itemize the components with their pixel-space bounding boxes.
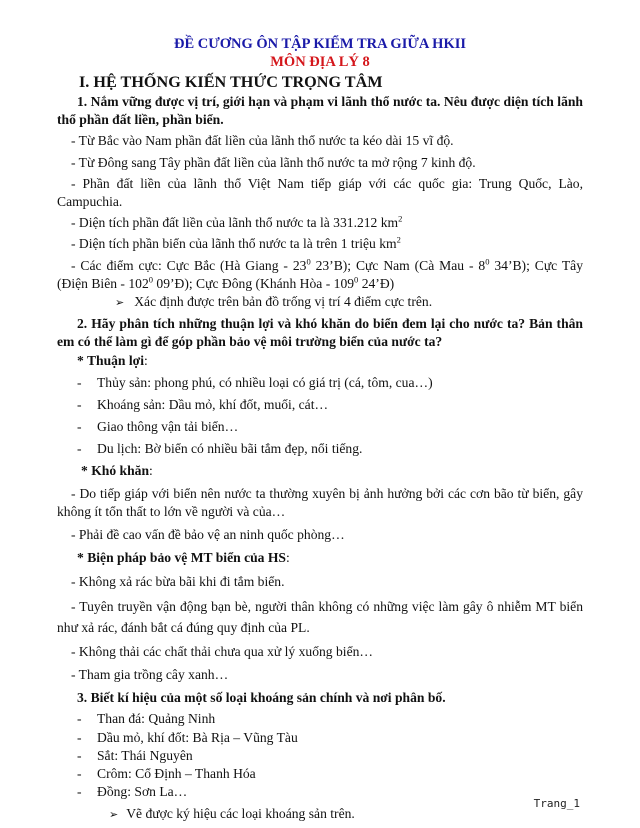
q1-sea-area: - Diện tích phần biển của lãnh thổ nước ta là trên 1 triệu $km^2$	[71, 234, 401, 252]
list-item: - Du lịch: Bờ biển có nhiều bãi tắm đẹp, nổi tiếng.	[77, 441, 363, 457]
q1-item: - Phần đất liền của lãnh thổ Việt Nam tiếp giáp với các quốc gia: Trung Quốc, Lào, Campuchia.	[57, 175, 583, 210]
page-number: Trang_1	[533, 797, 580, 810]
q1-extreme-points: - Các điểm cực: Cực Bắc (Hà Giang - $23^0$ 23’B); Cực Nam (Cà Mau - $8^0$ 34’B); Cực Tây (Điện Biên - $102^0$ 09’Đ); Cực Đông (Khánh Hòa - $109^0$ 24’Đ)	[57, 256, 584, 291]
measure-item: - Không thải các chất thải chưa qua xử lý xuống biển…	[71, 643, 374, 659]
difficulties-heading: * Khó khăn:	[81, 462, 153, 478]
q1-item: - Từ Đông sang Tây phần đất liền của lãnh thổ nước ta mở rộng 7 kinh độ.	[71, 154, 476, 170]
arrow-bullet-icon: ➢	[115, 296, 125, 310]
list-item: - Dầu mỏ, khí đốt: Bà Rịa – Vũng Tàu	[77, 729, 298, 745]
question-3-title: 3. Biết kí hiệu của một số loại khoáng sản chính và nơi phân bố.	[77, 690, 446, 706]
measure-item: - Tuyên truyền vận động bạn bè, người thân không có những việc làm gây ô nhiễm MT biển như xả rác, đánh bắt cá đúng quy định của PL.	[57, 598, 583, 635]
document-subtitle: MÔN ĐỊA LÝ 8	[270, 54, 370, 70]
list-item: - Đồng: Sơn La…	[77, 784, 188, 800]
measure-item: - Tham gia trồng cây xanh…	[71, 667, 229, 683]
measure-item: - Không xả rác bừa bãi khi đi tắm biển.	[71, 573, 285, 589]
question-1-title: 1. Nắm vững được vị trí, giới hạn và phạm vi lãnh thổ nước ta. Nêu được diện tích lãnh thổ phần đất liền, phần biển.	[57, 94, 583, 128]
q1-land-area: - Diện tích phần đất liền của lãnh thổ nước ta là 331.212 $km^2$	[71, 213, 403, 231]
q3-note: ➢ Vẽ được ký hiệu các loại khoáng sản trên.	[109, 805, 355, 821]
difficulty-item: - Do tiếp giáp với biển nên nước ta thường xuyên bị ảnh hưởng bởi các cơn bão từ biển, gây không ít tổn thất to lớn về người và của…	[57, 485, 583, 520]
question-2-title: 2. Hãy phân tích những thuận lợi và khó khăn do biển đem lại cho nước ta? Bản thân em có thể làm gì để góp phần bảo vệ môi trường biển của nước ta?	[57, 316, 583, 350]
q1-note: ➢ Xác định được trên bản đồ trống vị trí 4 điểm cực trên.	[115, 294, 433, 310]
q1-item: - Từ Bắc vào Nam phần đất liền của lãnh thổ nước ta kéo dài 15 vĩ độ.	[71, 133, 454, 149]
arrow-bullet-icon: ➢	[109, 807, 119, 821]
list-item: - Sắt: Thái Nguyên	[77, 747, 193, 763]
list-item: - Thủy sản: phong phú, có nhiều loại có giá trị (cá, tôm, cua…)	[77, 374, 433, 390]
measures-heading: * Biện pháp bảo vệ MT biển của HS:	[77, 550, 290, 566]
section-heading: I. HỆ THỐNG KIẾN THỨC TRỌNG TÂM	[79, 73, 383, 91]
list-item: - Crôm: Cổ Định – Thanh Hóa	[77, 766, 256, 782]
advantages-heading: * Thuận lợi:	[77, 352, 148, 368]
list-item: - Giao thông vận tải biển…	[77, 419, 239, 435]
list-item: - Than đá: Quảng Ninh	[77, 711, 216, 727]
document-body	[57, 72, 583, 824]
document-title: ĐỀ CƯƠNG ÔN TẬP KIỂM TRA GIỮA HKII	[173, 36, 467, 52]
difficulty-item: - Phải đề cao vấn đề bảo vệ an ninh quốc phòng…	[71, 527, 345, 543]
list-item: - Khoáng sản: Dầu mỏ, khí đốt, muối, cát…	[77, 397, 329, 413]
